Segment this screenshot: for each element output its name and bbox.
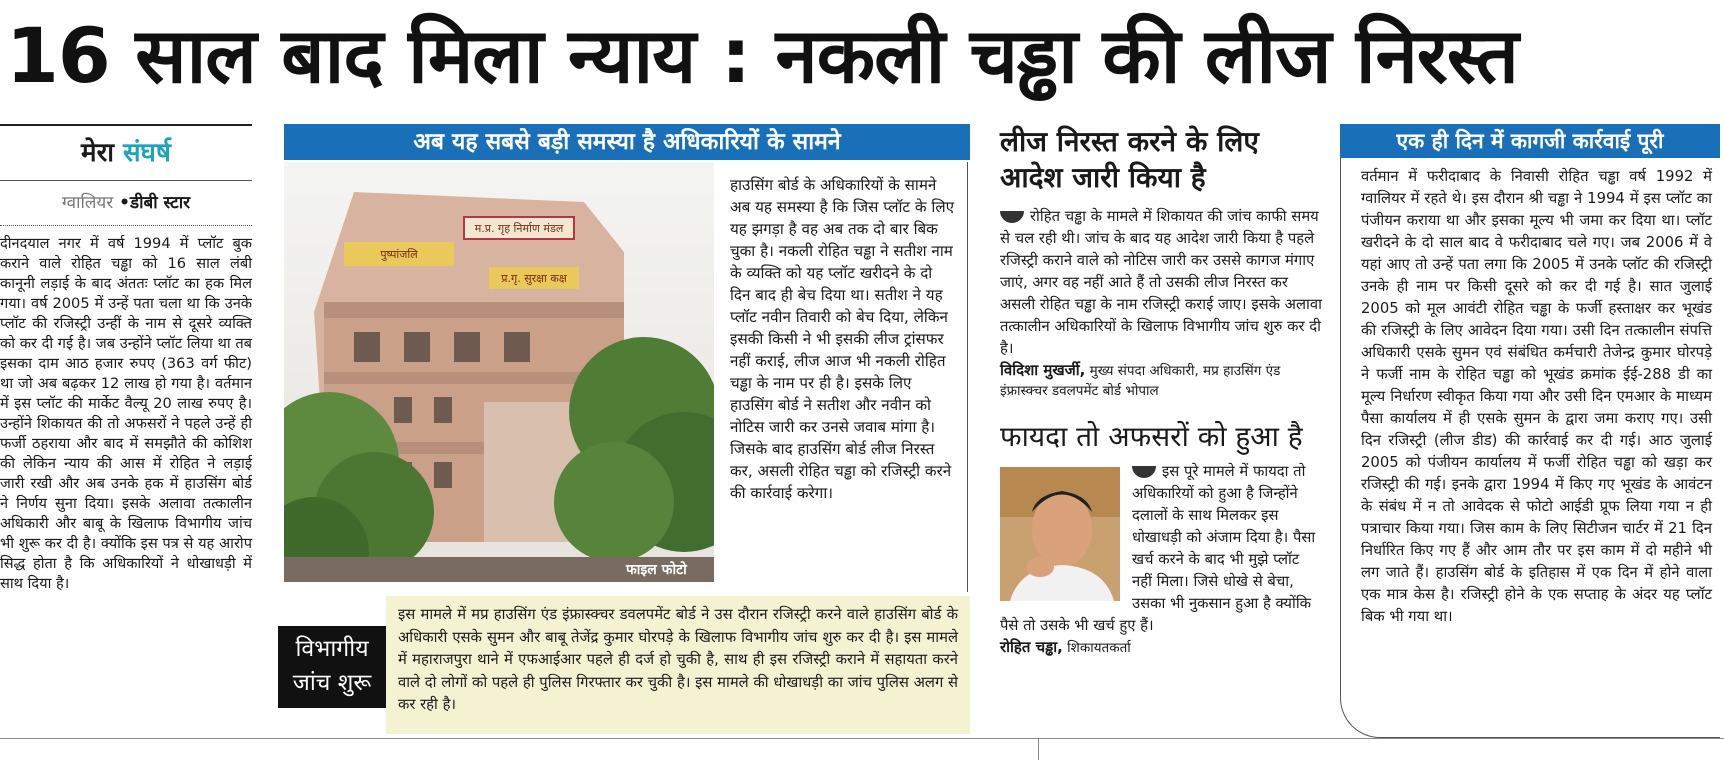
building-sign-3: प्र.गृ. सुरक्षा कक्ष	[501, 272, 567, 285]
dateline-rule	[0, 225, 252, 226]
timeline-box	[1340, 158, 1720, 738]
byline-1-name: विदिशा मुखर्जी,	[1000, 361, 1086, 379]
section-label-plain: मेरा	[81, 138, 123, 168]
photo-caption: फाइल फोटो	[626, 562, 687, 578]
byline-1	[1000, 360, 1322, 401]
dateline-city: ग्वालियर	[61, 193, 114, 213]
timeline-body: वर्तमान में फरीदाबाद के निवासी रोहित चड्ढा वर्ष 1992 में ग्वालियर में रहते थे। इस दौरान श्री चड्ढा ने 1994 में इस प्लॉट का पंजीयन कराया था और इसका मूल्य भी जमा कर दिया था। प्लॉट खरीदने के दो साल बाद वे फरीदाबाद चले गए। जब 2006 में वे यहां आए तो उन्हें पता लगा कि 2005 में उनके प्लॉट की रजिस्ट्री उनके ही नाम पर किसी दूसरे को कर दी गई है। सात जुलाई 2005 को मूल आवंटी रोहित चड्ढा के फर्जी हस्ताक्षर कर भूखंड की रजिस्ट्री के लिए आवेदन दिया गया। उसी दिन तत्कालीन संपत्ति अधिकारी एसके सुमन एवं संबंधित कर्मचारी तेजेन्द्र कुमार घोरपड़े ने फर्जी नाम के रोहित चड्ढा को भूखंड क्रमांक ईई-288 डी का मूल्य निर्धारण स्वीकृत किया गया और उसी दिन एमआर के माध्यम पैसा कार्यालय में ही एसके सुमन के द्वारा जमा कराए गए। उसी दिन रजिस्ट्री (लीज डीड) की कार्रवाई कर दी गई। आठ जुलाई 2005 को पंजीयन कार्यालय में फर्जी रोहित चड्ढा को खड़ा कर रजिस्ट्री की गई। इनके द्वारा 1994 में किए गए भूखंड के आवंटन के संबंध में न तो आवेदक से फोटो आईडी प्रूफ लिया गया न ही पत्राचार किया गया। जिस काम के लिए सिटीजन चार्टर में 21 दिन निर्धारित किए गए हैं और आम तौर पर इस काम में दो महीने भी लग जाते हैं। हाउसिंग बोर्ड के इतिहास में एक दिन में होने वाला एक मात्र केस है। रजिस्ट्री होने के एक सप्ताह के अंदर यह प्लॉट बिक भी गया था।	[1361, 168, 1712, 625]
complainant-portrait	[1000, 467, 1120, 601]
quote-heading-1: लीज निरस्त करने के लिए आदेश जारी किया है	[1000, 125, 1259, 194]
center-sidebar-body: हाउसिंग बोर्ड के अधिकारियों के सामने अब यह समस्या है कि जिस प्लॉट के लिए यह झगड़ा है वह अब तक दो बार बिक चुका है। नकली रोहित चड्ढा ने सतीश नाम के व्यक्ति को यह प्लॉट खरीदने के दो दिन बाद ही बेच दिया था। सतीश ने यह प्लॉट नवीन तिवारी को बेच दिया, लेकिन इसकी किसी ने भी इसकी लीज ट्रांसफर नहीं कराई, लीज आज भी नकली रोहित चड्ढा के नाम पर ही है। इसके लिए हाउसिंग बोर्ड ने सतीश और नवीन को नोटिस जारी कर उनसे जवाब मांगा है। जिसके बाद हाउसिंग बोर्ड लीज निरस्त कर, असली रोहित चड्ढा को रजिस्ट्री करने की कार्रवाई करेगा।	[730, 176, 955, 502]
main-headline: 16 साल बाद मिला न्याय : नकली चड्ढा की लीज निरस्त	[6, 11, 1518, 100]
building-sign-1: म.प्र. गृह निर्माण मंडल	[474, 222, 564, 235]
center-sidebar-text	[718, 162, 968, 592]
byline-2-title: शिकायतकर्ता	[1062, 640, 1131, 656]
quote-1-text: रोहित चड्ढा के मामले में शिकायत की जांच काफी समय से चल रही थी। जांच के बाद यह आदेश जारी किया है पहले रजिस्ट्री कराने वाले को नोटिस जारी कर उससे कागज मंगाए जाएं, अगर वह नहीं आते हैं तो उसकी लीज निरस्त कर असली रोहित चड्ढा के नाम रजिस्ट्री कराई जाए। इसके अलावा तत्कालीन अधिकारियों के खिलाफ विभागीय जांच शुरु कर दी है।	[1000, 208, 1322, 357]
timeline-column	[1340, 124, 1720, 738]
left-column	[0, 124, 252, 594]
quotes-column	[1000, 124, 1322, 658]
dateline-source: •डीबी स्टार	[113, 193, 191, 213]
department-probe-text: इस मामले में मप्र हाउसिंग एंड इंफ्रास्क्चर डवलपमेंट बोर्ड ने उस दौरान रजिस्ट्री करने वाले हाउसिंग बोर्ड के अधिकारी एसके सुमन और बाबू तेजेंद्र कुमार घोरपड़े के खिलाफ विभागीय जांच शुरु कर दी है। इस मामले में महाराजपुरा थाने में एफआईआर पहले ही दर्ज हो चुकी है, साथ ही इस रजिस्ट्री कराने में सहायता करने वाले दो लोगों को पहले ही पुलिस गिरफ्तार कर चुकी है। इस मामले की धोखाधड़ी का जांच पुलिस अलग से कर रही है।	[398, 606, 958, 713]
building-sign-2: पुष्पांजलि	[380, 248, 418, 261]
quote-2-text: इस पूरे मामले में फायदा तो अधिकारियों को हुआ है जिन्होंने दलालों के साथ मिलकर इस धोखाधड़ी को अंजाम दिया है। पैसा खर्च करने के बाद भी मुझे प्लॉट नहीं मिला। जिसे धोखे से बेचा, उसका भी नुकसान हुआ है क्योंकि पैसे तो उसके भी खर्च हुए हैं।	[1000, 463, 1316, 634]
bullet-icon	[1132, 466, 1156, 478]
main-story-body: दीनदयाल नगर में वर्ष 1994 में प्लॉट बुक कराने वाले रोहित चड्ढा को 16 साल लंबी कानूनी लड़ाई के बाद अंततः प्लॉट का हक मिल गया। वर्ष 2005 में उन्हें पता चला था कि उनके प्लॉट की रजिस्ट्री उन्हीं के नाम से दूसरे व्यक्ति को कर दी गई है। जब उन्होंने प्लॉट लिया था तब इसका दाम आठ हजार रुपए (363 वर्ग फीट) था जो अब बढ़कर 12 लाख हो गया है। वर्तमान में इस प्लॉट की मार्केट वैल्यू 20 लाख रुपए है। उन्होंने शिकायत की तो अफसरों ने पहले उन्हें ही फर्जी ठहराया और बाद में समझौते की कोशिश की लेकिन न्याय की आस में रोहित ने लड़ाई जारी रखी और अब उनके हक में हाउसिंग बोर्ड ने निर्णय सुना दिया। इसके अलावा तत्कालीन अधिकारी और बाबू के खिलाफ विभागीय जांच भी शुरू कर दी है। क्योंकि इस पत्र से यह आरोप सिद्ध होता है कि अधिकारियों ने धोखाधड़ी में साथ दिया है।	[0, 235, 252, 592]
department-probe-label-2: जांच शुरू	[292, 670, 372, 696]
byline-1-title: मुख्य संपदा अधिकारी, मप्र हाउसिंग एंड इंफ्रास्क्चर डवलपमेंट बोर्ड भोपाल	[1000, 363, 1281, 399]
quote-heading-2: फायदा तो अफसरों को हुआ है	[1000, 420, 1303, 453]
bullet-icon	[1000, 211, 1024, 223]
department-probe-label	[278, 626, 386, 708]
building-photo	[284, 162, 714, 582]
department-probe-label-1: विभागीय	[295, 636, 369, 662]
page-bottom-divider	[1038, 738, 1039, 760]
quote-1	[1000, 206, 1322, 360]
byline-2	[1000, 637, 1322, 658]
section-label	[0, 126, 252, 180]
quote-2	[1000, 461, 1322, 637]
page-bottom-rule	[0, 738, 1724, 739]
dateline	[0, 181, 252, 225]
section-label-accent: संघर्ष	[122, 138, 171, 168]
center-banner: अब यह सबसे बड़ी समस्या है अधिकारियों के सामने	[284, 124, 970, 160]
timeline-banner: एक ही दिन में कागजी कार्रवाई पूरी	[1340, 124, 1720, 158]
byline-2-name: रोहित चड्ढा,	[1000, 638, 1063, 656]
department-probe-box	[386, 596, 970, 734]
